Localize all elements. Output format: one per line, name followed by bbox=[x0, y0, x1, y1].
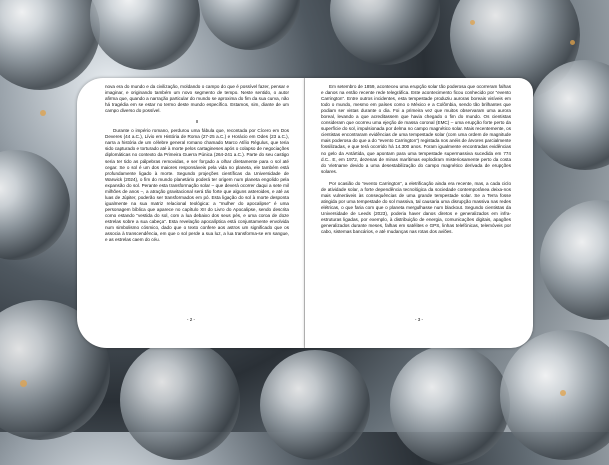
section-marker: II bbox=[195, 120, 199, 126]
right-paragraph-1: Em setembro de 1859, aconteceu uma erupção solar tão poderosa que ocorreram falhas e danos na então recente rede telegráfica. Este acontecimento ficou conhecido por “evento Carrington”. Entre outros incidentes, esta tempestade produziu auroras boreais visíveis em todo o mundo, mesmo em países como o México e a Colômbia, sendo tão brilhantes que podiam ser vistas durante o dia. Foi a primeira vez que muitos observaram uma aurora boreal, levando a que acreditassem que havia chegado o fim do mundo. Os cientistas consideram que ocorreu uma ejeção de massa coronal (EMC) – uma erupção forte perto da superfície do sol, impulsionada por delma no campo magnético solar. Mais recentemente, os cientistas encontraram evidências de uma tempestade solar (com uma ordem de magnitude mais poderosa do que a do “evento Carrington”) registada nos anéis de árvores parcialmente fossilizadas, e que terá ocorrido há 14.300 anos. Foram igualmente encontradas evidências no gelo da Antártida, que apontam para uma tempestade supermassiva sucedida em 774 d.C.. E, em 1972, dezenas de minas marítimas explodiram misteriosamente perto da costa do Vietname devido a uma desestabilização do campo magnético derivada de erupções solares. bbox=[321, 84, 511, 174]
page-number-right: - 3 - bbox=[414, 317, 424, 322]
right-page bbox=[305, 78, 533, 348]
left-paragraph-1: nova era do mundo e da civilização, moldando o campo do que é possível fazer, pensar e imaginar, e originando também um novo segmento de tempo. Neste sentido, o autor afirma que, quando a narração particular do mundo se aproxima do fim da sua curva, não há tragédia em se estar no termo deste mundo específico. Estamos, sim, diante de um campo diverso do possível. bbox=[105, 84, 289, 114]
right-paragraph-2: Por ocasião do “evento Carrington”, a eletrificação ainda era recente, mas, a cada ciclo de atividade solar, a forte dependência tecnológica da sociedade contemporânea deixa-nos mais vulneráveis às consequências de uma grande tempestade solar. Se a Terra fosse atingida por uma tempestade do sol massiva, tal causaria uma disrupção massiva nas redes elétricas, o que faria com que o planeta mergulhasse num blackout. Segundo cientistas da Universidade de Leeds (2023), poderia haver danos diretos e generalizados em infra-estruturas ligadas, por exemplo, à distribuição de energia, comunicações digitais, apagões generalizados durante meses, falhas em satélites e GPS, linhas telefónicas, telemóveis por cabo, sistemas bancários, e até mudanças nas rotas dos aviões. bbox=[321, 180, 511, 235]
right-page-text bbox=[321, 84, 511, 235]
left-page-text bbox=[105, 84, 289, 243]
left-paragraph-2: Durante o império romano, perdurou uma fábula que, recontada por Cícero em Dos Deveres (44 a.C.), Lívio em História de Roma (27-25 a.C.) e Horácio em Odes (23 a.C.), narra a história de um célebre general romano chamado Marco Atílio Régulus, que teria sido capturado e torturado até à morte pelos cartagineses após o colapso de negociações diplomáticas no contexto da Primeira Guerra Púnica (264-241 a.C.). Parte do seu castigo seria ter tido as pálpebras removidas, e ser forçado a olhar diretamente para o sol até cegar. Se o sol é um dos maiores responsáveis pela vida no planeta, ele também está profundamente ligado à morte. Segundo projeções científicas da Universidade de Warwick (2024), o fim do mundo planetário poderá ter origem num planeta engolido pela expansão do sol. Perante esta transformação solar – que deverá ocorrer daqui a sete mil milhões de anos –, a atração gravitacional será tão forte que alguns asteroides, e até as luas de Júpiter, poderão ser transformados em pó. Esta ligação do sol à morte desponta igualmente na sua matriz relacional teológica: a “mulher do apocalipse” é uma personagem bíblica que aparece no capítulo XII do Livro do Apocalipse, sendo descrita como estando “vestida do sol, com a lua debaixo dos seus pés, e uma coroa de doze estrelas sobre a sua cabeça”. Esta revelação apocalíptica está conjuntamente envolvida num simbolismo cósmico, dado que o texto confere aos astros um significado que os associa à transcendência, em que o sol perde a sua luz, a lua transforma-se em sangue, e as estrelas caem do céu. bbox=[105, 128, 289, 243]
page-number-left: - 2 - bbox=[186, 317, 196, 322]
left-page bbox=[77, 78, 305, 348]
